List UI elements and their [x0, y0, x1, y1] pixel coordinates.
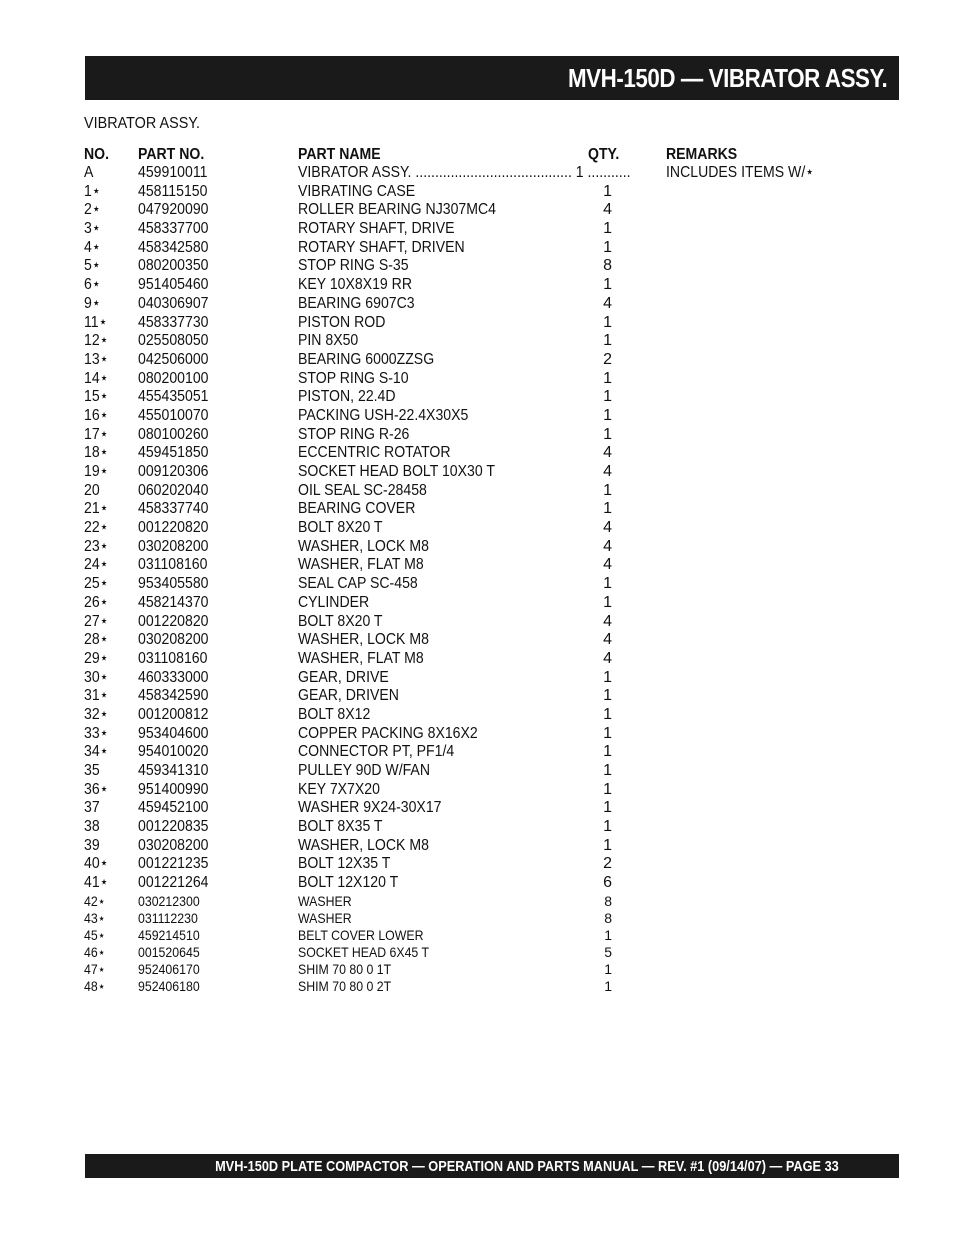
- table-row: [84, 164, 844, 183]
- table-row: [84, 818, 844, 837]
- part-number: 001220820: [138, 612, 209, 630]
- part-number: 459910011: [138, 164, 208, 181]
- part-qty: 6: [603, 874, 612, 892]
- part-number-item: 18⋆: [84, 444, 109, 462]
- part-name: PISTON, 22.4D: [298, 388, 396, 406]
- part-qty: 8: [604, 909, 612, 926]
- part-qty: 1: [603, 388, 612, 406]
- part-number-item: 32⋆: [84, 705, 109, 723]
- part-number-item: 5⋆: [84, 257, 101, 275]
- part-number: 030208200: [138, 631, 209, 649]
- part-remarks: INCLUDES ITEMS W/⋆: [666, 164, 815, 181]
- table-row: [84, 575, 844, 594]
- part-name: KEY 10X8X19 RR: [298, 276, 413, 294]
- part-name: CONNECTOR PT, PF1/4: [298, 743, 455, 761]
- part-name: BOLT 12X35 T: [298, 855, 391, 873]
- part-qty: 4: [603, 612, 612, 630]
- table-row: [84, 893, 844, 910]
- part-name: WASHER: [298, 892, 352, 909]
- part-number: 954010020: [138, 743, 209, 761]
- part-number: 951405460: [138, 276, 209, 294]
- part-number: 030208200: [138, 836, 209, 854]
- part-name: KEY 7X7X20: [298, 780, 380, 798]
- part-number-item: 38: [84, 818, 100, 836]
- table-row: [84, 183, 844, 202]
- part-number: 455435051: [138, 388, 209, 406]
- part-number-item: 14⋆: [84, 369, 109, 387]
- table-row: [84, 257, 844, 276]
- part-qty: 1: [603, 593, 612, 611]
- table-row: [84, 201, 844, 220]
- part-name: WASHER, LOCK M8: [298, 631, 429, 649]
- part-qty: 4: [603, 444, 612, 462]
- part-number-item: 4⋆: [84, 238, 101, 256]
- part-name: VIBRATING CASE: [298, 182, 416, 200]
- part-name: GEAR, DRIVE: [298, 668, 389, 686]
- parts-table-body: [84, 164, 844, 995]
- part-name: WASHER 9X24-30X17: [298, 799, 442, 817]
- part-number-item: 33⋆: [84, 724, 109, 742]
- part-number: 953405580: [138, 575, 209, 593]
- part-number-item: 27⋆: [84, 612, 109, 630]
- part-number-item: 26⋆: [84, 593, 109, 611]
- part-qty: 1: [603, 687, 612, 705]
- part-name: SHIM 70 80 0 2T: [298, 977, 392, 994]
- part-number: 031112230: [138, 909, 198, 926]
- column-header-part-no: PART NO.: [138, 146, 205, 163]
- part-name: PIN 8X50: [298, 332, 359, 350]
- part-qty: 1: [603, 481, 612, 499]
- column-header-remarks: REMARKS: [666, 146, 738, 163]
- table-row: [84, 556, 844, 575]
- table-row: [84, 725, 844, 744]
- table-row: [84, 978, 844, 995]
- part-qty: 1: [603, 313, 612, 331]
- part-number: 001221235: [138, 855, 209, 873]
- table-row: [84, 426, 844, 445]
- column-header-no: NO.: [84, 146, 110, 163]
- table-row: [84, 276, 844, 295]
- footer-bar: [85, 1154, 899, 1178]
- part-name: BOLT 8X20 T: [298, 612, 383, 630]
- part-qty: 1: [603, 425, 612, 443]
- part-name: SHIM 70 80 0 1T: [298, 960, 392, 977]
- part-number: 031108160: [138, 556, 208, 574]
- part-qty: 1: [603, 818, 612, 836]
- table-row: [84, 961, 844, 978]
- column-header-qty: QTY.: [588, 146, 620, 163]
- part-qty: 1: [604, 960, 612, 977]
- part-number-item: 16⋆: [84, 406, 109, 424]
- table-row: [84, 944, 844, 961]
- part-number-item: 47⋆: [84, 960, 106, 977]
- part-name: OIL SEAL SC-28458: [298, 481, 427, 499]
- part-name: CYLINDER: [298, 593, 370, 611]
- part-number-item: 25⋆: [84, 575, 109, 593]
- part-number-item: 2⋆: [84, 201, 101, 219]
- part-number: 458342590: [138, 687, 209, 705]
- table-row: [84, 220, 844, 239]
- part-number: 042506000: [138, 350, 209, 368]
- table-row: [84, 837, 844, 856]
- part-name: BELT COVER LOWER: [298, 926, 424, 943]
- table-row: [84, 332, 844, 351]
- part-number: 001220835: [138, 818, 209, 836]
- part-number: 080200350: [138, 257, 209, 275]
- part-name: SOCKET HEAD 6X45 T: [298, 943, 430, 960]
- table-row: [84, 910, 844, 927]
- part-qty: 1: [603, 724, 612, 742]
- part-name: BEARING 6907C3: [298, 294, 415, 312]
- part-number: 001221264: [138, 874, 209, 892]
- part-qty: 4: [603, 294, 612, 312]
- part-name: ECCENTRIC ROTATOR: [298, 444, 451, 462]
- part-number: 953404600: [138, 724, 209, 742]
- part-qty: 1: [603, 182, 612, 200]
- page-title-bar: [85, 56, 899, 100]
- part-qty: 4: [603, 519, 612, 537]
- part-name: BEARING 6000ZZSG: [298, 350, 435, 368]
- part-number: 047920090: [138, 201, 209, 219]
- part-number-item: 37: [84, 799, 100, 817]
- part-number: 009120306: [138, 463, 209, 480]
- table-row: [84, 874, 844, 893]
- parts-table-header: [84, 146, 844, 164]
- part-qty: 1: [603, 369, 612, 387]
- table-row: [84, 482, 844, 501]
- part-qty: 8: [604, 892, 612, 909]
- part-qty: 2: [603, 350, 612, 368]
- part-name: STOP RING S-35: [298, 257, 409, 275]
- part-qty: 4: [603, 631, 612, 649]
- part-number-item: 28⋆: [84, 631, 109, 649]
- table-row: [84, 631, 844, 650]
- part-qty: 1: [603, 780, 612, 798]
- column-header-part-name: PART NAME: [298, 146, 381, 163]
- part-name: ROTARY SHAFT, DRIVEN: [298, 238, 465, 256]
- part-number-item: 30⋆: [84, 668, 109, 686]
- part-number: 459214510: [138, 926, 200, 943]
- part-qty: 5: [604, 943, 612, 960]
- part-number: 460333000: [138, 668, 209, 686]
- part-number: 952406180: [138, 977, 200, 994]
- part-name: WASHER, LOCK M8: [298, 836, 429, 854]
- part-number: 060202040: [138, 481, 209, 499]
- part-number: 458337700: [138, 220, 209, 238]
- part-name: PULLEY 90D W/FAN: [298, 762, 430, 779]
- part-name: COPPER PACKING 8X16X2: [298, 724, 478, 742]
- table-row: [84, 743, 844, 762]
- part-qty: 1: [603, 762, 612, 779]
- table-row: [84, 781, 844, 800]
- part-number: 001520645: [138, 943, 200, 960]
- part-qty: 2: [603, 855, 612, 873]
- part-number: 458115150: [138, 182, 208, 200]
- part-number-item: 15⋆: [84, 388, 109, 406]
- section-label: VIBRATOR ASSY.: [84, 115, 201, 132]
- part-name: BOLT 8X20 T: [298, 519, 383, 537]
- part-name: WASHER, FLAT M8: [298, 649, 424, 667]
- part-number-item: 41⋆: [84, 874, 109, 892]
- part-qty: 1: [603, 238, 612, 256]
- table-row: [84, 799, 844, 818]
- part-qty: 1: [603, 575, 612, 593]
- part-qty: 1: [603, 500, 612, 518]
- table-row: [84, 650, 844, 669]
- part-qty: 4: [603, 649, 612, 667]
- part-number-item: 21⋆: [84, 500, 109, 518]
- footer-text: MVH-150D PLATE COMPACTOR — OPERATION AND PARTS MANUAL — REV. #1 (09/14/07) — PAGE 33: [215, 1157, 839, 1175]
- table-row: [84, 239, 844, 258]
- part-number-item: 1⋆: [84, 182, 101, 200]
- part-number-item: 20: [84, 481, 100, 499]
- part-qty: 1: [603, 332, 612, 350]
- part-qty: 1: [604, 977, 612, 994]
- table-row: [84, 370, 844, 389]
- part-number: 025508050: [138, 332, 209, 350]
- part-number: 040306907: [138, 294, 209, 312]
- part-name: GEAR, DRIVEN: [298, 687, 399, 705]
- part-name: WASHER, LOCK M8: [298, 537, 429, 555]
- part-number-item: 24⋆: [84, 556, 109, 574]
- part-number-item: 35: [84, 762, 100, 779]
- table-row: [84, 519, 844, 538]
- part-number: 951400990: [138, 780, 209, 798]
- part-number: 030208200: [138, 537, 209, 555]
- part-qty: 1: [603, 799, 612, 817]
- table-row: [84, 613, 844, 632]
- part-name: ROLLER BEARING NJ307MC4: [298, 201, 496, 219]
- part-name: BEARING COVER: [298, 500, 416, 518]
- table-row: [84, 295, 844, 314]
- table-row: [84, 687, 844, 706]
- part-number: 455010070: [138, 406, 209, 424]
- part-name: WASHER: [298, 909, 352, 926]
- part-number-item: 29⋆: [84, 649, 109, 667]
- part-name: WASHER, FLAT M8: [298, 556, 424, 574]
- part-number-item: 19⋆: [84, 463, 109, 480]
- part-number-item: 13⋆: [84, 350, 109, 368]
- part-number: 458337730: [138, 313, 209, 331]
- part-number: 458214370: [138, 593, 209, 611]
- part-number: 459341310: [138, 762, 209, 779]
- part-number: 080200100: [138, 369, 209, 387]
- part-number-item: 17⋆: [84, 425, 109, 443]
- part-qty: 1: [604, 926, 612, 943]
- table-row: [84, 706, 844, 725]
- part-number: 030212300: [138, 892, 200, 909]
- part-number-item: 12⋆: [84, 332, 109, 350]
- part-number-item: 34⋆: [84, 743, 109, 761]
- table-row: [84, 463, 844, 482]
- part-qty: 1: [603, 668, 612, 686]
- table-row: [84, 594, 844, 613]
- table-row: [84, 314, 844, 333]
- part-qty: 8: [603, 257, 612, 275]
- table-row: [84, 444, 844, 463]
- part-name: STOP RING S-10: [298, 369, 409, 387]
- part-number-item: 23⋆: [84, 537, 109, 555]
- part-number-item: 39: [84, 836, 100, 854]
- part-name: SOCKET HEAD BOLT 10X30 T: [298, 463, 495, 480]
- table-row: [84, 351, 844, 370]
- part-number-item: 40⋆: [84, 855, 109, 873]
- part-number: 001200812: [138, 705, 209, 723]
- part-name: BOLT 12X120 T: [298, 874, 399, 892]
- table-row: [84, 388, 844, 407]
- part-number-item: 31⋆: [84, 687, 109, 705]
- table-row: [84, 762, 844, 781]
- part-name: STOP RING R-26: [298, 425, 410, 443]
- part-name: VIBRATOR ASSY. ........................................ 1 ...........: [298, 164, 631, 181]
- part-number-item: 46⋆: [84, 943, 106, 960]
- part-number: 459452100: [138, 799, 209, 817]
- part-number: 952406170: [138, 960, 200, 977]
- page-title: MVH-150D — VIBRATOR ASSY.: [567, 62, 887, 93]
- part-number: 459451850: [138, 444, 209, 462]
- table-row: [84, 927, 844, 944]
- part-number-item: 45⋆: [84, 926, 106, 943]
- table-row: [84, 407, 844, 426]
- part-qty: 4: [603, 463, 612, 480]
- part-qty: 1: [603, 743, 612, 761]
- part-number-item: 3⋆: [84, 220, 101, 238]
- part-number: 458342580: [138, 238, 209, 256]
- part-number-item: 36⋆: [84, 780, 109, 798]
- part-name: BOLT 8X12: [298, 705, 371, 723]
- part-number-item: A: [84, 164, 94, 181]
- part-name: ROTARY SHAFT, DRIVE: [298, 220, 455, 238]
- table-row: [84, 855, 844, 874]
- part-qty: 4: [603, 556, 612, 574]
- table-row: [84, 538, 844, 557]
- part-number-item: 9⋆: [84, 294, 101, 312]
- part-qty: 1: [603, 705, 612, 723]
- table-row: [84, 669, 844, 688]
- table-row: [84, 500, 844, 519]
- part-number: 001220820: [138, 519, 209, 537]
- parts-table: [84, 146, 844, 995]
- part-number: 031108160: [138, 649, 208, 667]
- part-name: BOLT 8X35 T: [298, 818, 383, 836]
- part-number-item: 43⋆: [84, 909, 106, 926]
- part-name: PISTON ROD: [298, 313, 386, 331]
- part-number-item: 11⋆: [84, 313, 108, 331]
- part-name: PACKING USH-22.4X30X5: [298, 406, 469, 424]
- part-qty: 1: [603, 276, 612, 294]
- part-qty: 1: [603, 406, 612, 424]
- part-qty: 4: [603, 537, 612, 555]
- part-name: SEAL CAP SC-458: [298, 575, 418, 593]
- part-qty: 1: [603, 836, 612, 854]
- part-qty: 4: [603, 201, 612, 219]
- part-number-item: 22⋆: [84, 519, 109, 537]
- part-number: 080100260: [138, 425, 209, 443]
- part-number: 458337740: [138, 500, 209, 518]
- part-qty: 1: [603, 220, 612, 238]
- part-number-item: 48⋆: [84, 977, 106, 994]
- part-number-item: 42⋆: [84, 892, 106, 909]
- part-number-item: 6⋆: [84, 276, 101, 294]
